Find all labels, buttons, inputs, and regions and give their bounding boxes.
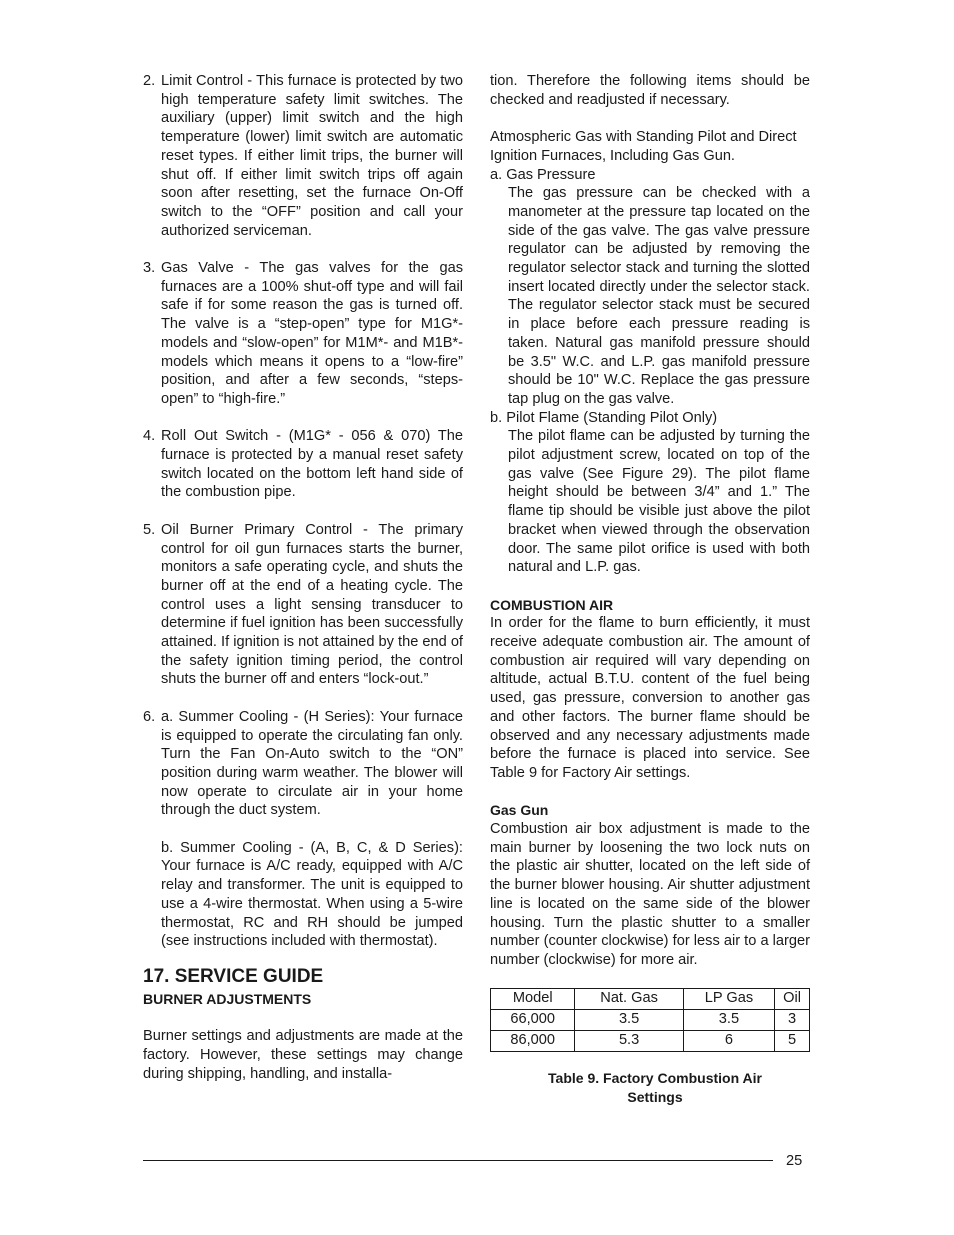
factory-combustion-air-table <box>490 988 810 1052</box>
roll-out-switch-text: Roll Out Switch - (M1G* - 056 & 070) The furnace is protected by a manual reset safety switch located on the bottom left hand side of the combustion pipe. <box>161 428 463 501</box>
item-number: 4. <box>143 428 156 445</box>
table-cell: 3.5 <box>575 1009 683 1030</box>
roll-out-switch-item <box>143 427 463 502</box>
section-title: 17. SERVICE GUIDE <box>143 965 324 987</box>
table-caption-line: Table 9. Factory Combustion Air <box>548 1069 762 1086</box>
combustion-air-heading: COMBUSTION AIR <box>490 596 614 613</box>
gas-valve-item <box>143 259 463 409</box>
gas-gun-text: Combustion air box adjustment is made to the main burner by loosening the two lock nuts on the plastic air shutter, located on the left side of the burner blower housing. Air shutter adjustment line is located on the same side of the blower housing. Turn the plastic shutter to a smaller number (counter clockwise) for less air to a larger number (clockwise) for more air. <box>490 821 810 968</box>
table-header-cell: Model <box>491 988 575 1009</box>
table-cell: 3.5 <box>683 1009 774 1030</box>
table-cell: 3 <box>775 1009 810 1030</box>
table-cell: 6 <box>683 1030 774 1051</box>
item-number: 3. <box>143 260 156 277</box>
limit-control-item <box>143 72 463 240</box>
table-cell: 86,000 <box>491 1030 575 1051</box>
gas-pressure-label: a. Gas Pressure <box>490 166 596 183</box>
continuation-text: tion. Therefore the following items should be checked and readjusted if necessary. <box>490 73 810 108</box>
table-header-row <box>491 988 810 1009</box>
footer-rule <box>143 1160 773 1161</box>
atmospheric-gas-intro: Atmospheric Gas with Standing Pilot and Direct Ignition Furnaces, Including Gas Gun. <box>490 129 797 164</box>
pilot-flame-text: The pilot flame can be adjusted by turning the pilot adjustment screw, located on top of the gas valve (See Figure 29). The pilot flame height should be between 3/4” and 1.” The flame tip should be visible just above the pilot bracket when viewed through the observation door. The same pilot orifice is used with both natural and L.P. gas. <box>508 428 810 576</box>
right-column <box>490 72 810 1107</box>
limit-control-text: Limit Control - This furnace is protected by two high temperature safety limit switches. The auxiliary (upper) limit switch and the high temperature (lower) limit switch are automatic reset types. If either limit trips, the burner will shut off. If either limit switch trips off again soon after resetting, set the furnace On-Off switch to the “OFF” position and call your authorized serviceman. <box>161 73 463 239</box>
summer-cooling-h-text: a. Summer Cooling - (H Series): Your furnace is equipped to operate the circulating fan only. Turn the Fan On-Auto switch to the “ON” position during warm weather. The blower will now operate to circulate air in your home through the duct system. <box>161 708 463 819</box>
table-header-cell: Nat. Gas <box>575 988 683 1009</box>
left-column <box>143 72 463 1083</box>
item-number: 6. <box>143 708 156 725</box>
oil-burner-control-item <box>143 521 463 689</box>
page-number: 25 <box>786 1153 803 1169</box>
item-number: 2. <box>143 73 156 89</box>
gas-gun-heading: Gas Gun <box>490 802 549 819</box>
table-header-cell: LP Gas <box>683 988 774 1009</box>
table-row <box>491 1030 810 1051</box>
table-cell: 66,000 <box>491 1009 575 1030</box>
burner-adjustments-text: Burner settings and adjustments are made at the factory. However, these settings may change during shipping, handling, and installa- <box>143 1028 463 1082</box>
item-number: 5. <box>143 521 156 538</box>
summer-cooling-item <box>143 708 463 951</box>
table-row <box>491 1009 810 1030</box>
table-caption <box>490 1069 810 1107</box>
table-caption-line: Settings <box>627 1088 683 1105</box>
table-header-cell: Oil <box>775 988 810 1009</box>
pilot-flame-label: b. Pilot Flame (Standing Pilot Only) <box>490 409 718 426</box>
combustion-air-text: In order for the flame to burn efficiently, it must receive adequate combustion air. The amount of combustion air required will vary depending on altitude, actual B.T.U. content of the fuel being used, gas pressure, conversion to another gas and other factors. The burner flame should be observed and any necessary adjustments made before the furnace is placed into service. See Table 9 for Factory Air settings. <box>490 615 810 781</box>
table-cell: 5.3 <box>575 1030 683 1051</box>
oil-burner-control-text: Oil Burner Primary Control - The primary control for oil gun furnaces starts the burner, monitors a safe operating cycle, and shuts the burner off at the end of a heating cycle. The control uses a light sensing transducer to determine if fuel ignition has been successfully attained. If ignition is not attained by the end of the safety ignition timing period, the control shuts the burner off and enters “lock-out.” <box>161 521 463 688</box>
burner-adjustments-heading: BURNER ADJUSTMENTS <box>143 990 312 1007</box>
gas-valve-text: Gas Valve - The gas valves for the gas furnaces are a 100% shut-off type and will fail safe if for some reason the gas is turned off. The valve is a “step-open” type for M1G*-models and “slow-open” for M1M*- and M1B*-models which means it opens to a “low-fire” position, and after a few seconds, “steps-open” to “high-fire.” <box>161 260 463 407</box>
summer-cooling-abcd-text: b. Summer Cooling - (A, B, C, & D Series): Your furnace is A/C ready, equipped with A/C relay and transformer. The unit is equipped to use a 4-wire thermostat. When using a 5-wire thermostat, RC and RH should be jumped (see instructions included with thermostat). <box>161 839 463 950</box>
table-cell: 5 <box>775 1030 810 1051</box>
gas-pressure-text: The gas pressure can be checked with a manometer at the pressure tap located on the side of the gas valve. The gas valve pressure regulator can be adjusted by removing the regulator selector stack and turning the slotted insert located directly under the selector stack. The regulator selector stack must be secured in place before each pressure reading is taken. Natural gas manifold pressure should be 3.5" W.C. and L.P. gas manifold pressure should be 10" W.C. Replace the gas pressure tap plug on the gas valve. <box>508 185 810 407</box>
